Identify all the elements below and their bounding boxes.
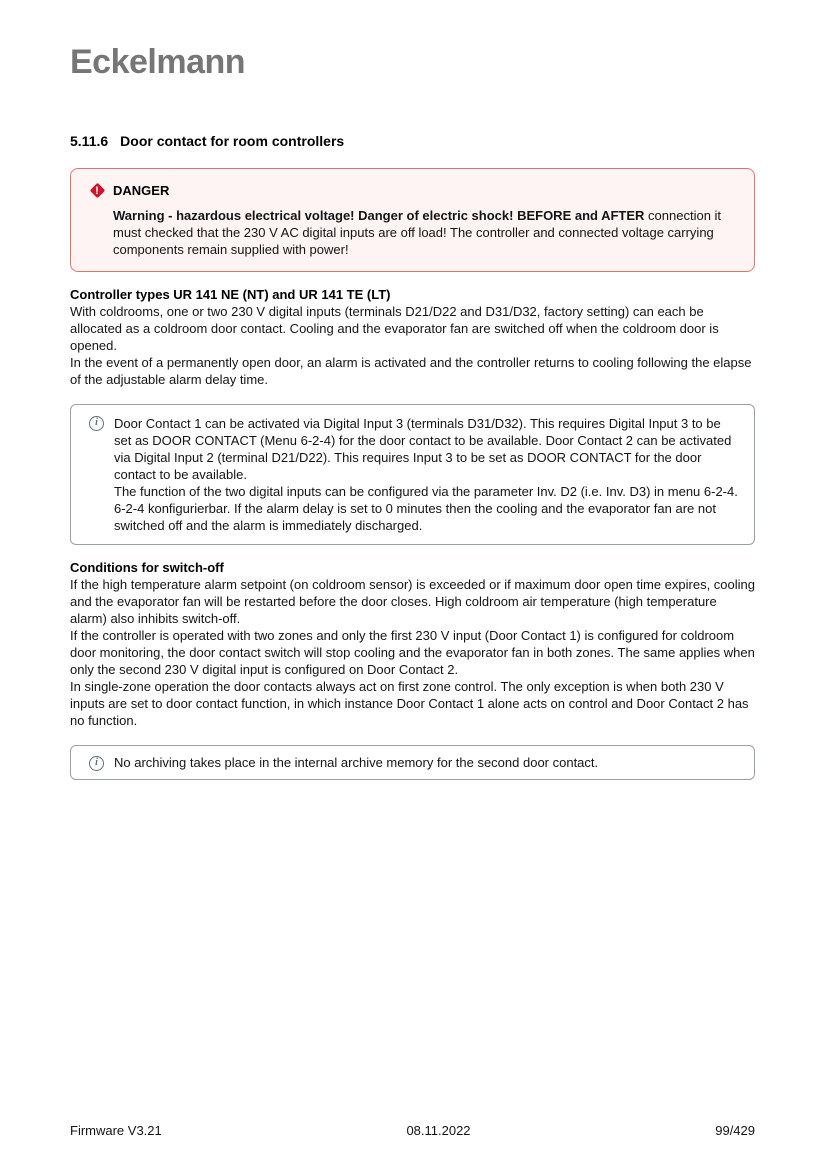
conditions-paragraph-2: If the controller is operated with two zones and only the first 230 V input (Door Contact 1) is configured for coldroom door monitoring, the door contact switch will stop cooling and the evaporator fan in both zones. The same applies when only the second 230 V digital input is configured on Door Contact 2. (70, 628, 755, 677)
footer-firmware-version: Firmware V3.21 (70, 1123, 162, 1138)
danger-icon (89, 183, 105, 199)
info-box-1-paragraph-1: Door Contact 1 can be activated via Digital Input 3 (terminals D31/D32). This requires Digital Input 3 to be set as DOOR CONTACT (Menu 6-2-4) for the door contact to be available. Door Contact 2 can be activated via Digital Input 2 (terminal D21/D22). This requires Input 3 to be set as DOOR CONTACT for the door contact to be available. (114, 416, 732, 482)
info-box-1-text (114, 415, 740, 534)
info-box-archiving (70, 745, 755, 780)
controller-paragraph-1: With coldrooms, one or two 230 V digital inputs (terminals D21/D22 and D31/D32, factory setting) can each be allocated as a coldroom door contact. Cooling and the evaporator fan are switched off when the coldroom door is opened. (70, 304, 719, 353)
info-box-door-contact (70, 404, 755, 545)
section-number: 5.11.6 (70, 133, 109, 149)
danger-text-bold: Warning - hazardous electrical voltage! Danger of electric shock! BEFORE and AFTER (113, 208, 645, 223)
info-icon (89, 416, 104, 431)
info-box-2-text-wrap (114, 754, 598, 771)
conditions-heading: Conditions for switch-off (70, 560, 224, 575)
conditions-paragraph-3: In single-zone operation the door contacts always act on first zone control. The only exception is when both 230 V inputs are set to door contact function, in which instance Door Contact 1 alone acts on control and Door Contact 2 has no function. (70, 679, 749, 728)
info-icon (89, 756, 104, 771)
danger-title: DANGER (113, 183, 170, 198)
info-box-2-text: No archiving takes place in the internal archive memory for the second door contact. (114, 755, 599, 770)
footer-page-number: 99/429 (715, 1123, 755, 1138)
conditions-paragraph-1: If the high temperature alarm setpoint (on coldroom sensor) is exceeded or if maximum door open time expires, cooling and the evaporator fan will be restarted before the door closes. High coldroom air temperature (high temperature alarm) also inhibits switch-off. (70, 577, 755, 626)
danger-box (70, 168, 755, 272)
danger-text (113, 207, 738, 258)
danger-text-body: connection it must checked that the 230 V AC digital inputs are off load! The controller and connected voltage carrying components remain supplied with power! (113, 208, 722, 257)
section-title: Door contact for room controllers (120, 133, 345, 149)
danger-header (89, 182, 738, 199)
page-footer (70, 1122, 755, 1139)
footer-date: 08.11.2022 (406, 1123, 471, 1138)
controller-paragraph-2: In the event of a permanently open door, an alarm is activated and the controller returns to cooling following the elapse of the adjustable alarm delay time. (70, 355, 752, 387)
company-logo: Eckelmann (70, 43, 246, 81)
info-box-1-paragraph-2: The function of the two digital inputs can be configured via the parameter Inv. D2 (i.e. Inv. D3) in menu 6-2-4. 6-2-4 konfigurierbar. If the alarm delay is set to 0 minutes then the cooling and the evaporator fan are not switched off and the alarm is immediately discharged. (114, 484, 738, 533)
section-heading (70, 132, 755, 150)
controller-types-heading: Controller types UR 141 NE (NT) and UR 141 TE (LT) (70, 287, 391, 302)
